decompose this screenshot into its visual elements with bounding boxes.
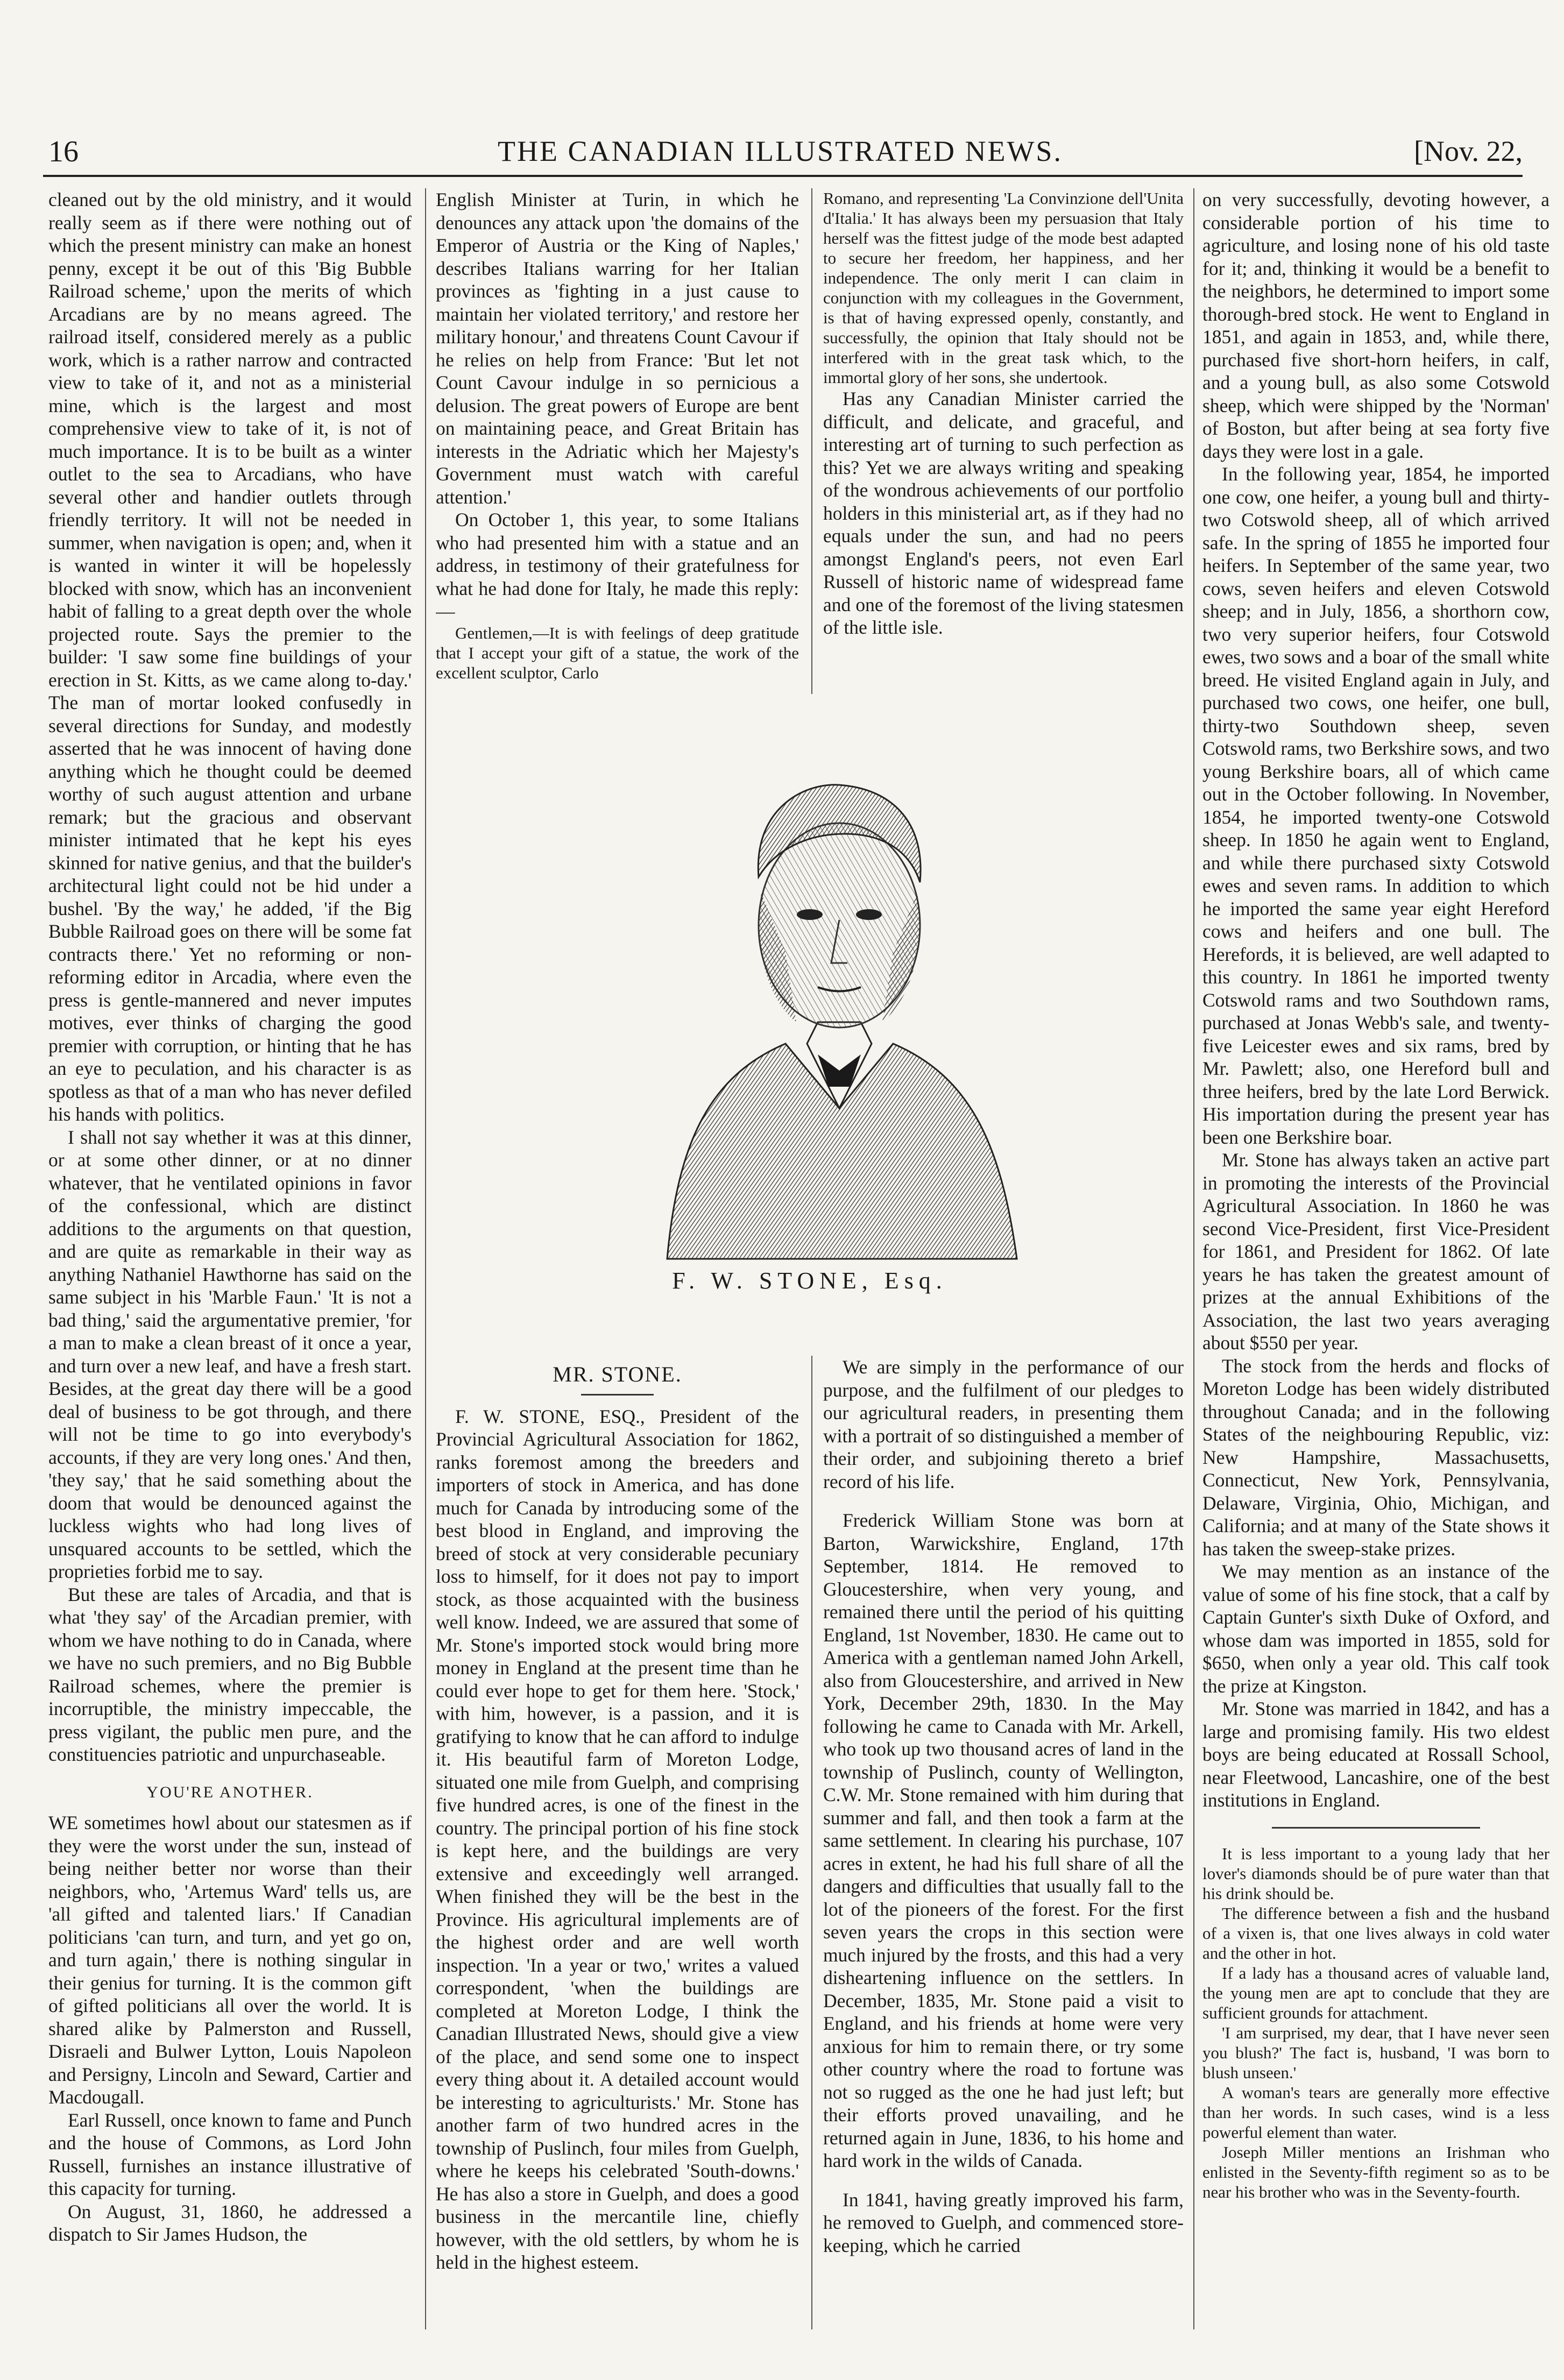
page-header [38, 134, 1523, 178]
miscellany-item: If a lady has a thousand acres of valuable land, the young men are apt to conclude that they are sufficient grounds for attachment. [1202, 1963, 1549, 2022]
quoted-reply: Romano, and representing 'La Convinzione dell'Unita d'Italia.' It has always been my persuasion that Italy herself was the fittest judge of the mode best adapted to secure her freedom, her happiness, and her independence. The only merit I can claim in conjunction with my colleagues in the Government, is that of having expressed openly, constantly, and successfully, the opinion that Italy should not be interfered with in the great task which, to the immortal glory of her sons, she undertook. [823, 189, 1184, 387]
paragraph: Has any Canadian Minister carried the difficult, and delicate, and graceful, and interesting art of turning to such perfection as this? Yet we are always writing and speaking of the wondrous achievements of our portfolio holders in this ministerial art, as if they had no equals under the sun, and had no peers amongst England's peers, not even Earl Russell of historic name of widespread fame and one of the foremost of the living statesmen of the little isle. [823, 388, 1184, 638]
paragraph: We may mention as an instance of the value of some of his fine stock, that a calf by Captain Gunter's sixth Duke of Oxford, and whose dam was imported in 1855, sold for $650, when only a year old. This calf took the prize at Kingston. [1202, 1561, 1549, 1697]
paragraph: On August, 31, 1860, he addressed a dispatch to Sir James Hudson, the [48, 2200, 412, 2245]
paragraph: But these are tales of Arcadia, and that is what 'they say' of the Arcadian premier, with whom we have nothing to do in Canada, where we have no such premiers, and no Big Bubble Railroad schemes, where the premier is incorruptible, the ministry impeccable, the press vigilant, the public men pure, and the constituencies patriotic and unpurchaseable. [48, 1583, 412, 1765]
column-divider [425, 188, 426, 2329]
title-rule [581, 1394, 654, 1396]
paragraph: on very successfully, devoting however, a considerable portion of his time to agriculture, and losing none of his old taste for it; and, thinking it would be a benefit to the neighbors, he determined to import some thorough-bred stock. He went to England in 1851, and again in 1853, and, while there, purchased five short-horn heifers, in calf, and a young bull, as also some Cotswold sheep, which were shipped by the 'Norman' of Boston, but after being at sea forty five days they were lost in a gale. [1202, 189, 1549, 462]
paragraph: F. W. STONE, ESQ., President of the Provincial Agricultural Association for 1862, ranks foremost among the breeders and importers of stock in America, and has done much for Canada by introducing some of the best blood in England, and improving the breed of stock at very considerable pecuniary loss to himself, for it does not pay to import stock, as those acquainted with the business well know. Indeed, we are assured that some of Mr. Stone's imported stock would bring more money in England at the present time than he could ever hope to get for them here. 'Stock,' with him, however, is a passion, and it is gratifying to know that he can afford to indulge it. His beautiful farm of Moreton Lodge, situated one mile from Guelph, and comprising five hundred acres, is one of the finest in the country. The principal portion of his fine stock is kept here, and the buildings are very extensive and exceedingly well arranged. When finished they will be the best in the Province. His agricultural implements are of the highest order and are well worth inspection. 'In a year or two,' writes a valued correspondent, 'when the buildings are completed at Moreton Lodge, I think the Canadian Illustrated News, should give a view of the place, and send some one to inspect every thing about it. A detailed account would be interesting to agriculturists.' Mr. Stone has another farm of two hundred acres in the township of Puslinch, four miles from Guelph, where he keeps his celebrated 'South-downs.' He has also a store in Guelph, and does a good business in the mercantile line, chiefly however, with the old settlers, by whom he is held in the highest esteem. [436, 1405, 799, 2273]
header-rule [43, 175, 1523, 177]
column-divider [811, 188, 812, 694]
column-divider [811, 1356, 812, 2329]
miscellany-item: The difference between a fish and the husband of a vixen is, that one lives always in cold water and the other in hot. [1202, 1903, 1549, 1963]
column-1 [48, 188, 412, 2329]
miscellany-item: A woman's tears are generally more effective than her words. In such cases, wind is a less powerful element than water. [1202, 2082, 1549, 2142]
miscellany-item: 'I am surprised, my dear, that I have never seen you blush?' The fact is, husband, 'I was born to blush unseen.' [1202, 2023, 1549, 2082]
quoted-reply: Gentlemen,—It is with feelings of deep gratitude that I accept your gift of a statue, the work of the excellent sculptor, Carlo [436, 623, 799, 682]
paragraph: In 1841, having greatly improved his farm, he removed to Guelph, and commenced store-keeping, which he carried [823, 2188, 1184, 2256]
portrait-caption: F. W. STONE, Esq. [672, 1267, 947, 1294]
miscellany-item: It is less important to a young lady that her lover's diamonds should be of pure water than that his drink should be. [1202, 1844, 1549, 1903]
paragraph: Earl Russell, once known to fame and Punch and the house of Commons, as Lord John Russell, furnishes an instance illustrative of this capacity for turning. [48, 2109, 412, 2199]
column-4 [1202, 188, 1549, 2329]
miscellany-item: Joseph Miller mentions an Irishman who enlisted in the Seventy-fifth regiment so as to be near his brother who was in the Seventy-fourth. [1202, 2142, 1549, 2201]
page-number: 16 [48, 135, 79, 168]
column-2-bottom [436, 1356, 799, 2329]
paragraph: The stock from the herds and flocks of Moreton Lodge has been widely distributed throughout Canada; and in the following States of the neighbouring Republic, viz: New Hampshire, Massachusetts, Connecticut, New York, Pennsylvania, Delaware, Virginia, Ohio, Michigan, and California; and at many of the State shows it has taken the sweep-stake prizes. [1202, 1355, 1549, 1560]
eye-right [856, 909, 882, 920]
paragraph: Mr. Stone was married in 1842, and has a large and promising family. His two eldest boys are being educated at Rossall School, near Fleetwood, Lancashire, one of the best institutions in England. [1202, 1698, 1549, 1811]
portrait-engraving [646, 699, 1033, 1264]
column-3-bottom [823, 1356, 1184, 2329]
section-heading: YOU'RE ANOTHER. [146, 1783, 314, 1801]
column-2-top [436, 188, 799, 694]
paragraph: Frederick William Stone was born at Barton, Warwickshire, England, 17th September, 1814. He removed to Gloucestershire, when very young, and remained there until the period of his quitting England, 1st November, 1830. He came out to America with a gentleman named John Arkell, also from Gloucestershire, and arrived in New York, December 29th, 1830. In the May following he came to Canada with Mr. Arkell, who took up two thousand acres of land in the township of Puslinch, county of Wellington, C.W. Mr. Stone remained with him during that summer and fall, and then took a farm at the same settlement. In clearing his purchase, 107 acres in extent, he had his full share of all the dangers and difficulties that usually fall to the lot of the pioneers of the forest. For the first seven years the crops in this section were much injured by the frosts, and this had a very disheartening influence on the settlers. In December, 1835, Mr. Stone paid a visit to England, and his friends at home were very anxious for him to remain there, or try some other country where the road to fortune was not so rugged as the one he had just left; but their efforts proved unavailing, and he returned again in June, 1836, to his home and hard work in the wilds of Canada. [823, 1510, 1184, 2171]
masthead: THE CANADIAN ILLUSTRATED NEWS. [498, 135, 1063, 167]
column-3-top [823, 188, 1184, 694]
paragraph: Mr. Stone has always taken an active part in promoting the interests of the Provincial Agricultural Association. In 1860 he was second Vice-President, first Vice-President for 1861, and President for 1862. Of late years he has taken the greatest amount of prizes at the annual Exhibitions of the Association, the last two years averaging about $550 per year. [1202, 1149, 1549, 1354]
article-title: MR. STONE. [553, 1362, 682, 1386]
issue-date: [Nov. 22, [1414, 135, 1523, 167]
paragraph: In the following year, 1854, he imported one cow, one heifer, a young bull and thirty-two Cotswold sheep, all of which arrived safe. In the spring of 1855 he imported four heifers. In September of the same year, two cows, seven heifers and eleven Cotswold sheep; and in July, 1856, a shorthorn cow, two very superior heifers, four Cotswold ewes, two sows and a boar of the small white breed. He visited England again in July, and purchased two cows, one heifer, one bull, thirty-two Southdown sheep, seven Cotswold rams, two Berkshire sows, and two young Berkshire boars, all of which came out in the October following. In November, 1854, he imported twenty-one Cotswold sheep. In 1850 he again went to England, and while there purchased sixty Cotswold ewes and seven rams. In addition to which he imported the same year eight Hereford cows and heifers and one bull. The Herefords, it is believed, are well adapted to this country. In 1861 he imported twenty Cotswold rams and two Southdown rams, purchased at Jonas Webb's sale, and twenty-five Leicester ewes and six rams, bred by Mr. Pawlett; also, one Hereford bull and three heifers, bred by the late Lord Berwick. His importation during the present year has been one Berkshire boar. [1202, 463, 1549, 1148]
paragraph: On October 1, this year, to some Italians who had presented him with a statue and an address, in testimony of their gratefulness for what he had done for Italy, he made this reply:— [436, 509, 799, 622]
ornament-rule [1272, 1827, 1480, 1829]
paragraph: WE sometimes howl about our statesmen as if they were the worst under the sun, instead of being neither better nor worse than their neighbors, who, 'Artemus Ward' tells us, are 'all gifted and talented liars.' If Canadian politicians 'can turn, and turn, and yet go on, and turn again,' there is nothing singular in their genius for turning. It is the common gift of gifted politicians all over the world. It is shared alike by Palmerston and Russell, Disraeli and Bulwer Lytton, Louis Napoleon and Persigny, Lincoln and Seward, Cartier and Macdougall. [48, 1812, 412, 2108]
eye-left [797, 909, 823, 920]
paragraph: cleaned out by the old ministry, and it would really seem as if there were nothing out of which the present ministry can make an honest penny, except it be out of this 'Big Bubble Railroad scheme,' upon the merits of which Arcadians are by no means agreed. The railroad itself, considered merely as a public work, which is a rather narrow and contracted view to take of it, and not as a ministerial mine, which is the largest and most comprehensive view to take of it, is not of much importance. It is to be built as a winter outlet to the sea to Arcadians, who have several other and handier outlets through friendly territory. It will not be needed in summer, when navigation is open; and, when it is wanted in winter it will be hopelessly blocked with snow, which has an inconvenient habit of falling to a great depth over the whole projected route. Says the premier to the builder: 'I saw some fine buildings of your erection in St. Kitts, as we came along to-day.' The man of mortar looked confusedly in several directions for Sunday, and modestly asserted that he was innocent of having done anything which he thought could be deemed worthy of such august attention and urbane remark; but the gracious and observant minister intimated that he kept his eyes skinned for native genius, and that the builder's architectural light could not be hid under a bushel. 'By the way,' he added, 'if the Big Bubble Railroad goes on there will be some fat contracts there.' Yet no reforming or non-reforming editor in Arcadia, where even the press is gentle-mannered and never imputes motives, ever thinks of charging the good premier with corruption, or hinting that he has an eye to peculation, and his character is as spotless as that of a man who has never defiled his hands with politics. [48, 189, 412, 1125]
paragraph: We are simply in the performance of our purpose, and the fulfilment of our pledges to our agricultural readers, in presenting them with a portrait of so distinguished a member of their order, and subjoining thereto a brief record of his life. [823, 1356, 1184, 1492]
paragraph: I shall not say whether it was at this dinner, or at some other dinner, or at no dinner whatever, that he ventilated opinions in favor of the confessional, which are distinct additions to the arguments on that question, and are quite as remarkable in their way as anything Nathaniel Hawthorne has said on the same subject in his 'Marble Faun.' 'It is not a bad thing,' said the argumentative premier, 'for a man to make a clean breast of it once a year, and turn over a new leaf, and have a fresh start. Besides, at the great day there will be a good deal of business to be got through, and there will not be time to go into everybody's accounts, if they are very long ones.' And then, 'they say,' that he said something about the doom that would be denounced against the luckless wights who had long lives of unsquared accounts to be settled, which the proprieties forbid me to say. [48, 1126, 412, 1582]
column-divider [1193, 188, 1194, 2329]
paragraph: English Minister at Turin, in which he denounces any attack upon 'the domains of the Emperor of Austria or the King of Naples,' describes Italians warring for her Italian provinces as 'fighting in a just cause to maintain her violated territory,' and restore her military honour,' and threatens Count Cavour if he relies on help from France: 'But let not Count Cavour indulge in so pernicious a delusion. The great powers of Europe are bent on maintaining peace, and Great Britain has interests in the Adriatic which her Majesty's Government must watch with careful attention.' [436, 189, 799, 508]
